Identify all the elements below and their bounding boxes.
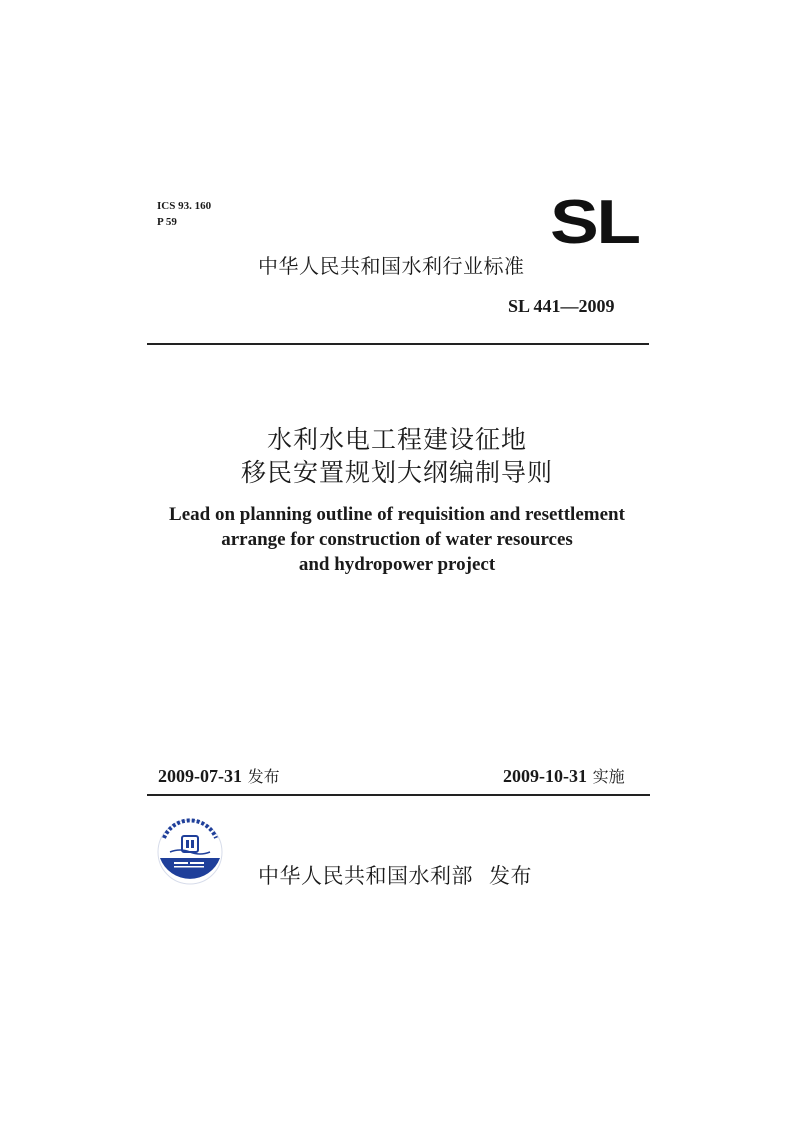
classification-codes [157,198,211,230]
publisher [258,860,532,890]
title-en-line-1: Lead on planning outline of requisition and resettlement [169,504,625,525]
publisher-name: 中华人民共和国水利部 [258,864,473,888]
publisher-action: 发布 [489,864,532,888]
industry-standard-heading: 中华人民共和国水利行业标准 [258,254,525,278]
ccs-code: P 59 [157,216,177,228]
implement-date [503,764,625,787]
top-divider [147,343,649,345]
title-cn-line-2: 移民安置规划大纲编制导则 [240,458,553,487]
issue-date [158,764,280,787]
implement-label: 实施 [592,767,625,786]
sl-logo: SL [550,188,639,257]
title-en-line-3: and hydropower project [298,554,496,575]
issue-label: 发布 [247,767,280,786]
water-press-emblem-icon [156,818,224,886]
title-en-line-2: arrange for construction of water resources [221,529,573,550]
bottom-divider [147,794,650,796]
implement-date-value: 2009-10-31 [503,766,587,786]
ics-code: ICS 93. 160 [157,200,212,212]
title-cn-line-1: 水利水电工程建设征地 [266,425,527,454]
standard-number: SL 441—2009 [508,296,615,316]
issue-date-value: 2009-07-31 [158,766,242,786]
